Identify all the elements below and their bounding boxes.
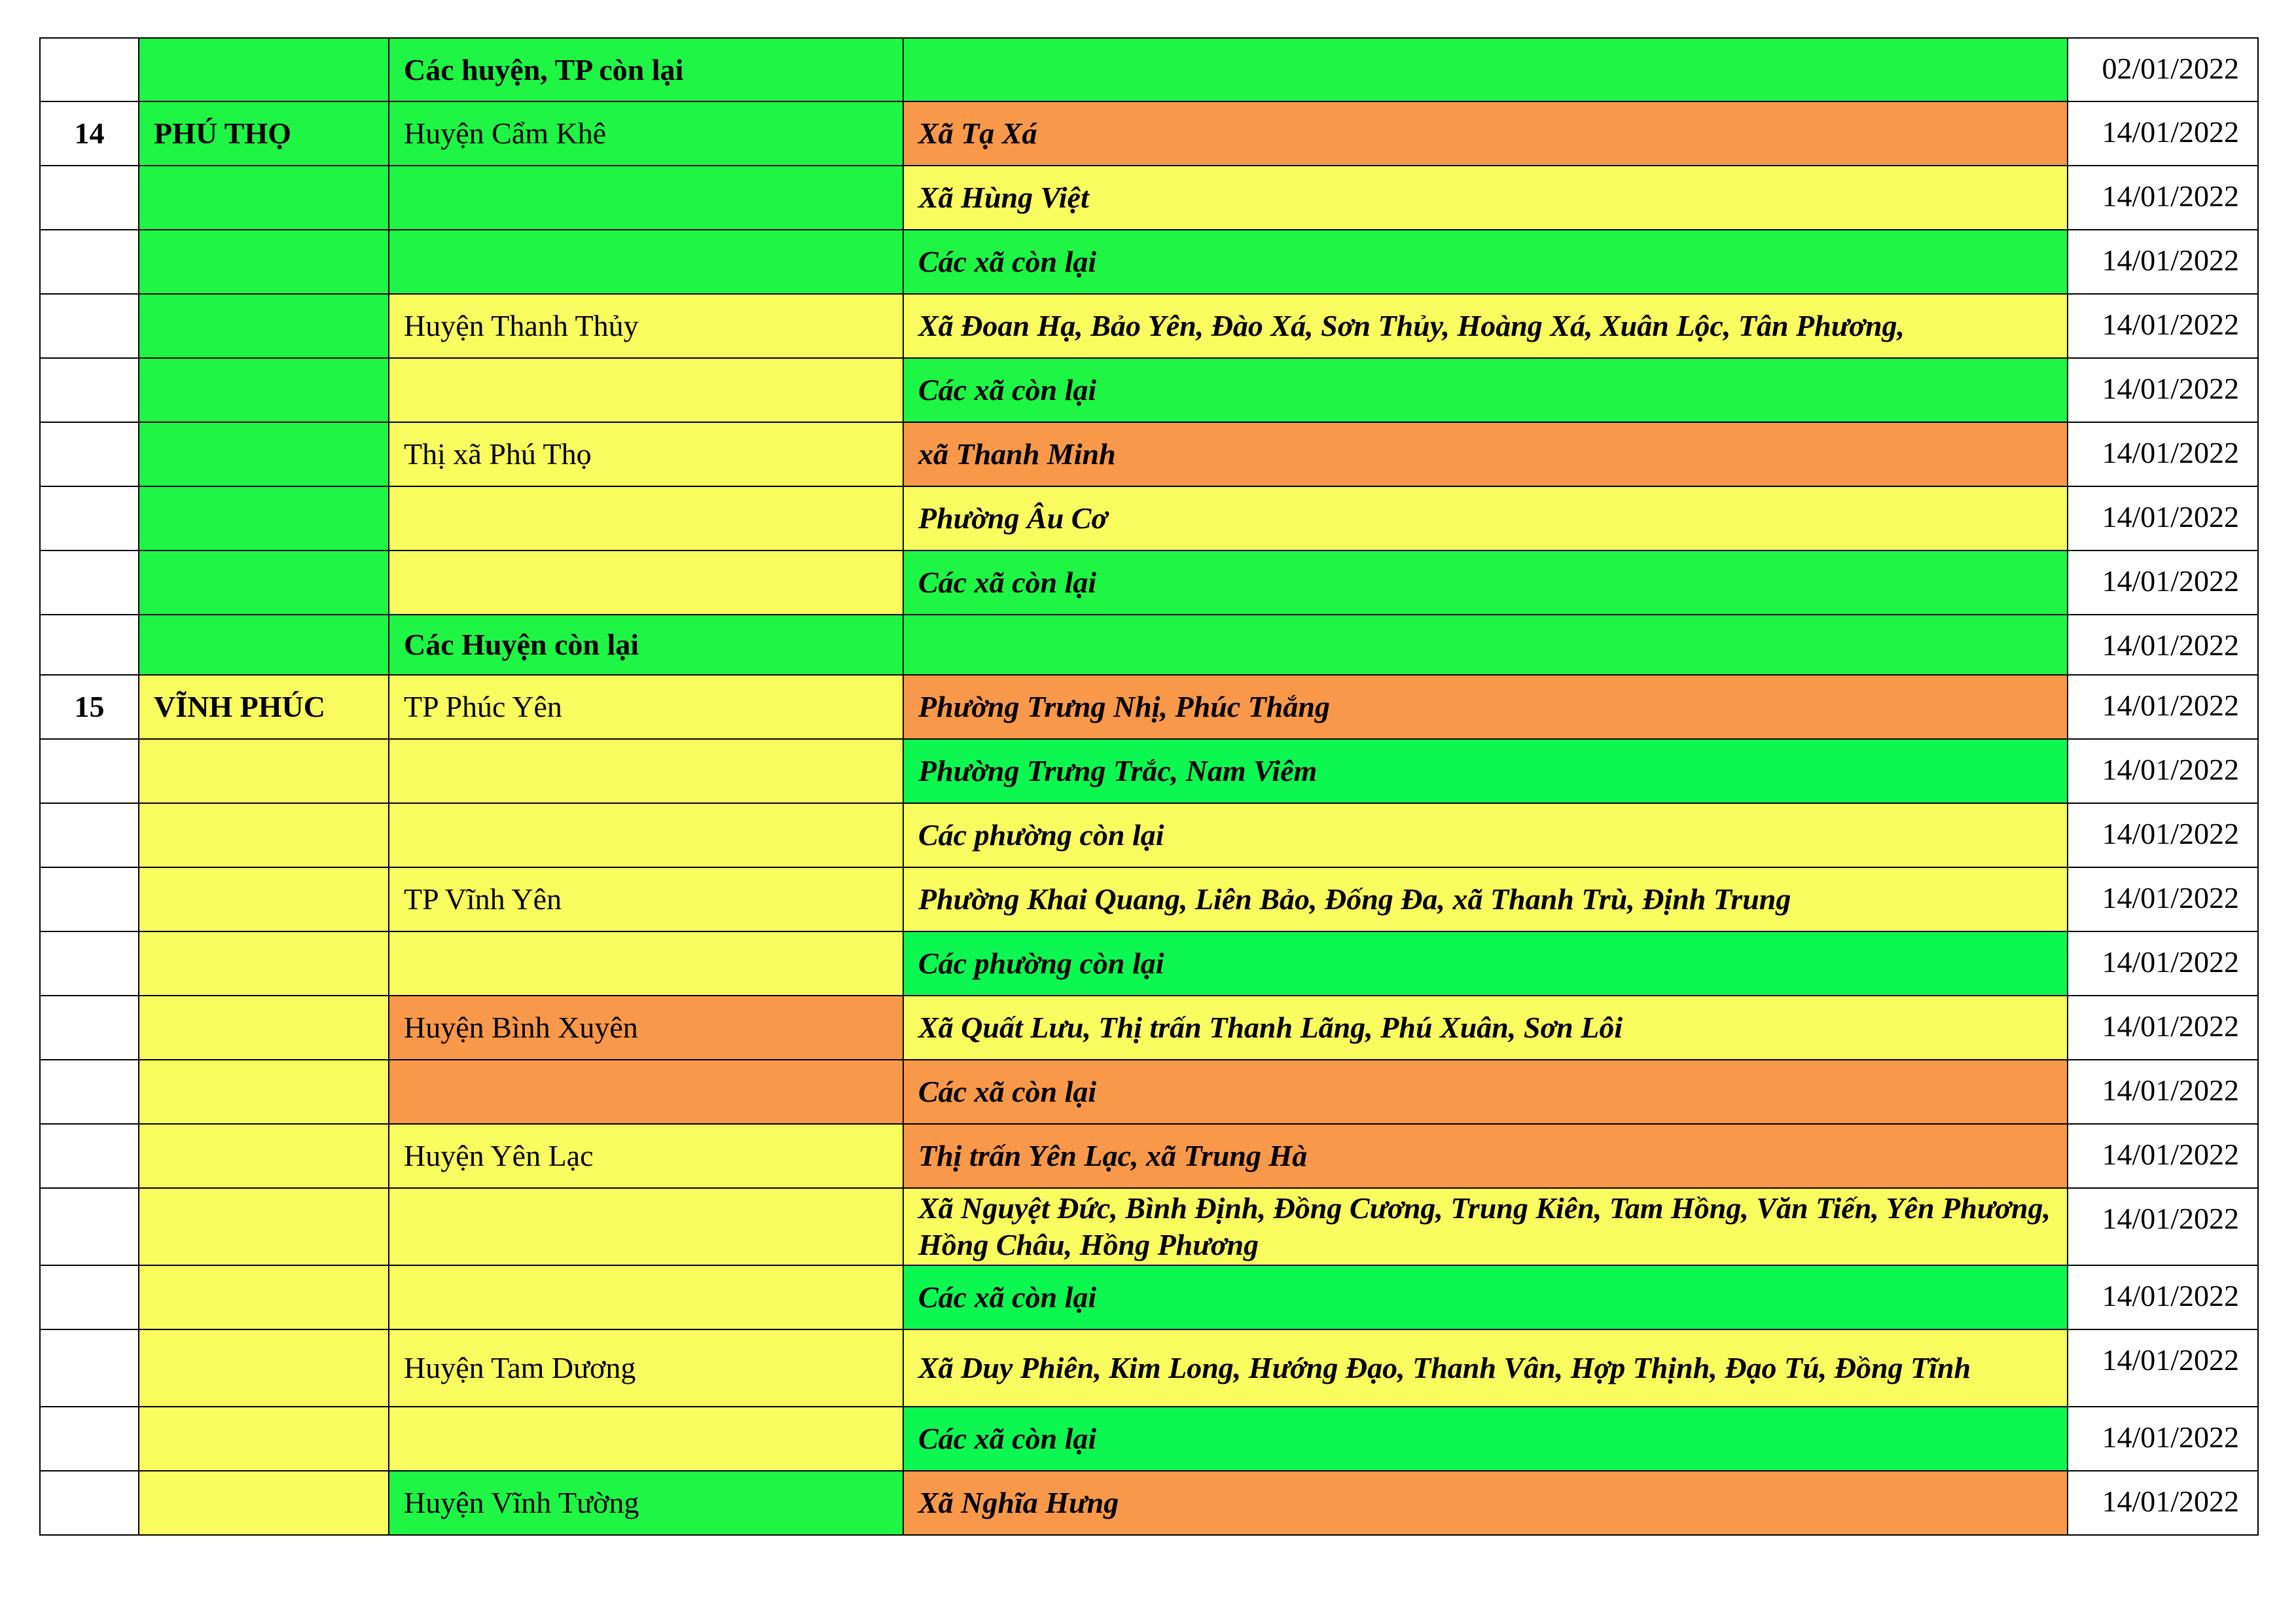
table-row bbox=[40, 931, 2258, 996]
district-cell bbox=[389, 230, 903, 294]
district-cell bbox=[389, 931, 903, 996]
province-cell bbox=[139, 931, 389, 996]
ward-cell: Phường Trưng Trắc, Nam Viêm bbox=[903, 739, 2068, 803]
district-cell: Huyện Yên Lạc bbox=[389, 1124, 903, 1188]
date-cell: 14/01/2022 bbox=[2068, 1265, 2258, 1329]
date-cell: 14/01/2022 bbox=[2068, 230, 2258, 294]
province-cell bbox=[139, 1471, 389, 1535]
table-row bbox=[40, 422, 2258, 486]
ward-cell: Xã Duy Phiên, Kim Long, Hướng Đạo, Thanh Vân, Hợp Thịnh, Đạo Tú, Đồng Tĩnh bbox=[903, 1329, 2068, 1407]
date-cell: 14/01/2022 bbox=[2068, 1407, 2258, 1471]
stt-cell: 14 bbox=[40, 101, 139, 166]
province-cell bbox=[139, 615, 389, 675]
date-cell: 02/01/2022 bbox=[2068, 38, 2258, 101]
date-cell: 14/01/2022 bbox=[2068, 1471, 2258, 1535]
date-cell: 14/01/2022 bbox=[2068, 739, 2258, 803]
stt-cell bbox=[40, 486, 139, 550]
ward-cell: Phường Âu Cơ bbox=[903, 486, 2068, 550]
stt-cell: 15 bbox=[40, 675, 139, 739]
date-cell: 14/01/2022 bbox=[2068, 1188, 2258, 1265]
stt-cell bbox=[40, 550, 139, 615]
stt-cell bbox=[40, 1407, 139, 1471]
date-cell: 14/01/2022 bbox=[2068, 1060, 2258, 1124]
ward-cell: Các xã còn lại bbox=[903, 1407, 2068, 1471]
table-row bbox=[40, 615, 2258, 675]
stt-cell bbox=[40, 358, 139, 422]
province-cell bbox=[139, 1329, 389, 1407]
table-row bbox=[40, 1124, 2258, 1188]
stt-cell bbox=[40, 38, 139, 101]
date-cell: 14/01/2022 bbox=[2068, 166, 2258, 230]
district-cell bbox=[389, 1060, 903, 1124]
ward-cell: Phường Trưng Nhị, Phúc Thắng bbox=[903, 675, 2068, 739]
ward-cell bbox=[903, 38, 2068, 101]
ward-cell: Xã Quất Lưu, Thị trấn Thanh Lãng, Phú Xuân, Sơn Lôi bbox=[903, 996, 2068, 1060]
date-cell: 14/01/2022 bbox=[2068, 486, 2258, 550]
table-row bbox=[40, 1265, 2258, 1329]
date-cell: 14/01/2022 bbox=[2068, 996, 2258, 1060]
district-cell: Huyện Tam Dương bbox=[389, 1329, 903, 1407]
date-cell: 14/01/2022 bbox=[2068, 1329, 2258, 1407]
district-cell: Huyện Cẩm Khê bbox=[389, 101, 903, 166]
table-row bbox=[40, 1060, 2258, 1124]
ward-cell: Các xã còn lại bbox=[903, 358, 2068, 422]
district-cell bbox=[389, 803, 903, 867]
table-row bbox=[40, 486, 2258, 550]
stt-cell bbox=[40, 996, 139, 1060]
ward-cell: Phường Khai Quang, Liên Bảo, Đống Đa, xã Thanh Trù, Định Trung bbox=[903, 867, 2068, 931]
table-row bbox=[40, 166, 2258, 230]
district-cell bbox=[389, 486, 903, 550]
stt-cell bbox=[40, 1124, 139, 1188]
district-cell: Các huyện, TP còn lại bbox=[389, 38, 903, 101]
stt-cell bbox=[40, 1265, 139, 1329]
date-cell: 14/01/2022 bbox=[2068, 615, 2258, 675]
province-cell bbox=[139, 294, 389, 358]
date-cell: 14/01/2022 bbox=[2068, 803, 2258, 867]
table-row bbox=[40, 294, 2258, 358]
district-cell: Thị xã Phú Thọ bbox=[389, 422, 903, 486]
stt-cell bbox=[40, 803, 139, 867]
ward-cell: Các xã còn lại bbox=[903, 1060, 2068, 1124]
date-cell: 14/01/2022 bbox=[2068, 101, 2258, 166]
ward-cell: Xã Đoan Hạ, Bảo Yên, Đào Xá, Sơn Thủy, Hoàng Xá, Xuân Lộc, Tân Phương, bbox=[903, 294, 2068, 358]
date-cell: 14/01/2022 bbox=[2068, 675, 2258, 739]
table-row bbox=[40, 230, 2258, 294]
date-cell: 14/01/2022 bbox=[2068, 294, 2258, 358]
district-cell bbox=[389, 550, 903, 615]
district-cell: Các Huyện còn lại bbox=[389, 615, 903, 675]
ward-cell: Các xã còn lại bbox=[903, 230, 2068, 294]
stt-cell bbox=[40, 1471, 139, 1535]
stt-cell bbox=[40, 166, 139, 230]
stt-cell bbox=[40, 230, 139, 294]
ward-cell: Xã Tạ Xá bbox=[903, 101, 2068, 166]
province-cell: PHÚ THỌ bbox=[139, 101, 389, 166]
district-cell bbox=[389, 739, 903, 803]
ward-cell: Thị trấn Yên Lạc, xã Trung Hà bbox=[903, 1124, 2068, 1188]
date-cell: 14/01/2022 bbox=[2068, 931, 2258, 996]
table-row bbox=[40, 803, 2258, 867]
province-cell bbox=[139, 486, 389, 550]
ward-cell: Các phường còn lại bbox=[903, 931, 2068, 996]
table-row bbox=[40, 1329, 2258, 1407]
table-row bbox=[40, 1407, 2258, 1471]
table-row bbox=[40, 739, 2258, 803]
table-row bbox=[40, 867, 2258, 931]
stt-cell bbox=[40, 615, 139, 675]
ward-cell: Xã Hùng Việt bbox=[903, 166, 2068, 230]
zone-table bbox=[39, 37, 2259, 1536]
district-cell: Huyện Bình Xuyên bbox=[389, 996, 903, 1060]
stt-cell bbox=[40, 422, 139, 486]
province-cell bbox=[139, 38, 389, 101]
ward-cell bbox=[903, 615, 2068, 675]
table-row bbox=[40, 1471, 2258, 1535]
ward-cell: Các xã còn lại bbox=[903, 550, 2068, 615]
date-cell: 14/01/2022 bbox=[2068, 867, 2258, 931]
province-cell bbox=[139, 230, 389, 294]
province-cell bbox=[139, 422, 389, 486]
province-cell bbox=[139, 1265, 389, 1329]
table-row bbox=[40, 38, 2258, 101]
province-cell bbox=[139, 1188, 389, 1265]
district-cell bbox=[389, 1407, 903, 1471]
table-row bbox=[40, 358, 2258, 422]
date-cell: 14/01/2022 bbox=[2068, 358, 2258, 422]
table-row bbox=[40, 675, 2258, 739]
table-row bbox=[40, 550, 2258, 615]
province-cell: VĨNH PHÚC bbox=[139, 675, 389, 739]
date-cell: 14/01/2022 bbox=[2068, 550, 2258, 615]
province-cell bbox=[139, 1124, 389, 1188]
ward-cell: xã Thanh Minh bbox=[903, 422, 2068, 486]
ward-cell: Các phường còn lại bbox=[903, 803, 2068, 867]
district-cell bbox=[389, 1265, 903, 1329]
ward-cell: Xã Nghĩa Hưng bbox=[903, 1471, 2068, 1535]
province-cell bbox=[139, 739, 389, 803]
table-row bbox=[40, 996, 2258, 1060]
province-cell bbox=[139, 803, 389, 867]
stt-cell bbox=[40, 294, 139, 358]
table-row bbox=[40, 101, 2258, 166]
province-cell bbox=[139, 358, 389, 422]
district-cell: TP Phúc Yên bbox=[389, 675, 903, 739]
stt-cell bbox=[40, 1060, 139, 1124]
stt-cell bbox=[40, 931, 139, 996]
stt-cell bbox=[40, 739, 139, 803]
province-cell bbox=[139, 166, 389, 230]
province-cell bbox=[139, 867, 389, 931]
province-cell bbox=[139, 996, 389, 1060]
district-cell bbox=[389, 358, 903, 422]
district-cell bbox=[389, 166, 903, 230]
province-cell bbox=[139, 1060, 389, 1124]
date-cell: 14/01/2022 bbox=[2068, 1124, 2258, 1188]
province-cell bbox=[139, 1407, 389, 1471]
stt-cell bbox=[40, 867, 139, 931]
ward-cell: Xã Nguyệt Đức, Bình Định, Đồng Cương, Trung Kiên, Tam Hồng, Văn Tiến, Yên Phương, Hồng Châu, Hồng Phương bbox=[903, 1188, 2068, 1265]
stt-cell bbox=[40, 1329, 139, 1407]
table-row bbox=[40, 1188, 2258, 1265]
district-cell: TP Vĩnh Yên bbox=[389, 867, 903, 931]
stt-cell bbox=[40, 1188, 139, 1265]
district-cell: Huyện Thanh Thủy bbox=[389, 294, 903, 358]
district-cell bbox=[389, 1188, 903, 1265]
date-cell: 14/01/2022 bbox=[2068, 422, 2258, 486]
province-cell bbox=[139, 550, 389, 615]
ward-cell: Các xã còn lại bbox=[903, 1265, 2068, 1329]
district-cell: Huyện Vĩnh Tường bbox=[389, 1471, 903, 1535]
